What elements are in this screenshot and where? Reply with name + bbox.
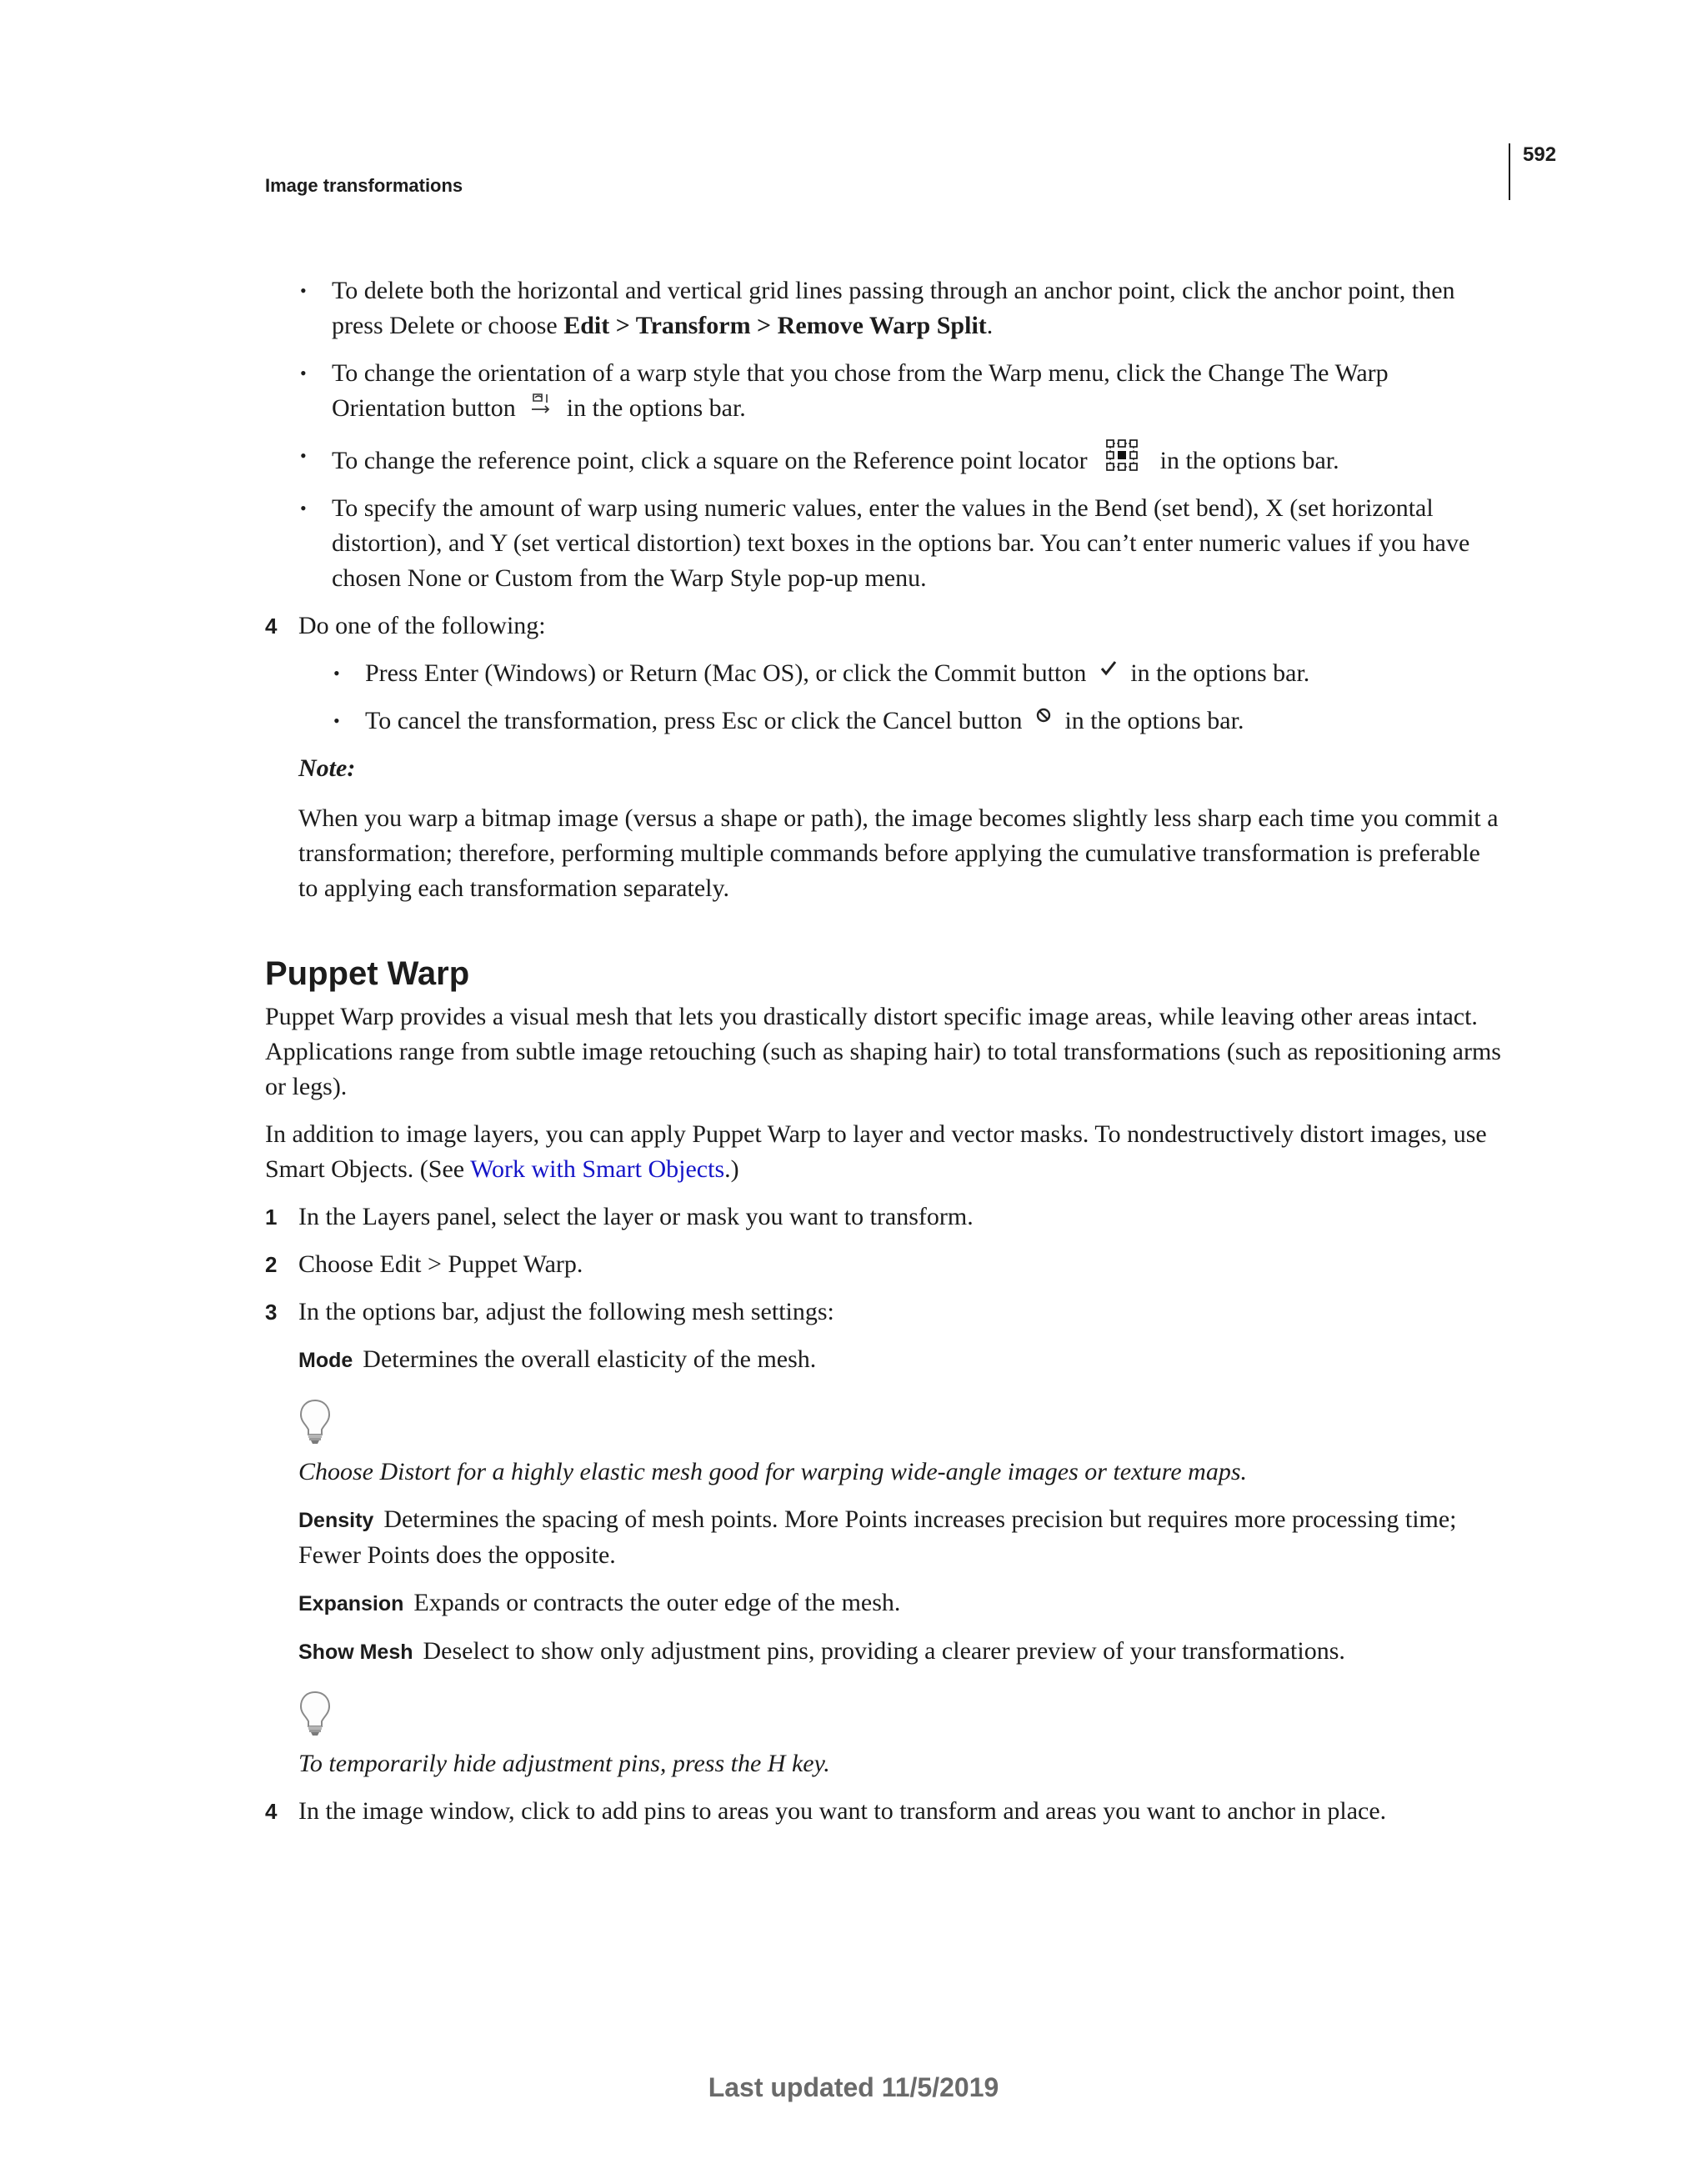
definition-term: Mode (298, 1349, 353, 1372)
section-heading: Puppet Warp (265, 955, 470, 992)
bullet-dot: • (300, 280, 307, 301)
step-number: 1 (265, 1205, 278, 1230)
bullet-dot: • (300, 363, 307, 383)
note-label: Note: (298, 754, 356, 782)
list-item: • To specify the amount of warp using numeric values, enter the values in the Bend (set bend), X (set horizontal distortion), and Y (set vertical distortion) text boxes in the options bar. You can’t enter numeric values if you have chosen None or Custom from the Warp Style pop-up menu. (265, 491, 1503, 596)
show-mesh-definition: Show Mesh Deselect to show only adjustment pins, providing a clearer preview of your transformations. (298, 1637, 1345, 1665)
bullet-dot: • (300, 498, 307, 518)
footer-last-updated: Last updated 11/5/2019 (708, 2072, 999, 2102)
running-header: Image transformations (265, 175, 463, 196)
tip-lightbulb (298, 1690, 1503, 1738)
step-item: 3 In the options bar, adjust the following mesh settings: (265, 1295, 1503, 1330)
cancel-icon (1035, 707, 1052, 724)
menu-path: Edit > Transform > Remove Warp Split (563, 312, 987, 339)
reference-point-locator-icon (1105, 438, 1139, 472)
list-item: • To cancel the transformation, press Esc or click the Cancel button in the options bar. (298, 704, 1503, 739)
step-number: 2 (265, 1252, 278, 1277)
work-with-smart-objects-link[interactable]: Work with Smart Objects (470, 1155, 725, 1183)
page-number-divider (1509, 143, 1510, 200)
step-item: 1 In the Layers panel, select the layer or mask you want to transform. (265, 1200, 1503, 1235)
bullet-dot: • (300, 445, 307, 466)
step-number: 4 (265, 614, 278, 639)
list-item: • Press Enter (Windows) or Return (Mac OS), or click the Commit button in the options bar. (298, 656, 1503, 691)
bullet-dot: • (333, 710, 340, 731)
list-item: • To change the reference point, click a square on the Reference point locator in the options bar. (265, 438, 1503, 478)
list-item: • To delete both the horizontal and vertical grid lines passing through an anchor point, click the anchor point, then press Delete or choose Edit > Transform > Remove Warp Split. (265, 273, 1503, 343)
tip-lightbulb (298, 1398, 1503, 1446)
step-number: 4 (265, 1799, 278, 1824)
page-content (265, 273, 1503, 1841)
change-warp-orientation-icon (528, 391, 553, 416)
note-text: When you warp a bitmap image (versus a shape or path), the image becomes slightly less sharp each time you commit a transformation; therefore, performing multiple commands before applying the cumulative transformation is preferable to applying each transformation separately. (298, 804, 1499, 902)
mode-definition: Mode Determines the overall elasticity of the mesh. (298, 1345, 817, 1373)
definition-term: Show Mesh (298, 1641, 413, 1664)
expansion-definition: Expansion Expands or contracts the outer edge of the mesh. (298, 1589, 901, 1616)
step-number: 3 (265, 1300, 278, 1325)
step-item: 4 In the image window, click to add pins to areas you want to transform and areas you want to anchor in place. (265, 1794, 1503, 1829)
tip-text: To temporarily hide adjustment pins, press the H key. (298, 1750, 830, 1777)
tip-text: Choose Distort for a highly elastic mesh good for warping wide-angle images or texture maps. (298, 1458, 1247, 1485)
smart-objects-paragraph: In addition to image layers, you can apply Puppet Warp to layer and vector masks. To nondestructively distort images, use Smart Objects. (See Work with Smart Objects.) (265, 1120, 1487, 1183)
commit-checkmark-icon (1099, 659, 1118, 678)
intro-paragraph: Puppet Warp provides a visual mesh that lets you drastically distort specific image areas, while leaving other areas intact. Applications range from subtle image retouching (such as shaping hair) to total transformations (such as repositioning arms or legs). (265, 1003, 1501, 1100)
step-item: 2 Choose Edit > Puppet Warp. (265, 1247, 1503, 1282)
step-item: 4 Do one of the following: (265, 609, 1503, 644)
definition-term: Expansion (298, 1592, 404, 1615)
bullet-dot: • (333, 663, 340, 684)
definition-term: Density (298, 1509, 374, 1532)
list-item: • To change the orientation of a warp style that you chose from the Warp menu, click the Change The Warp Orientation button in the options bar. (265, 356, 1503, 426)
lightbulb-icon (298, 1690, 332, 1738)
page-number: 592 (1523, 143, 1557, 166)
density-definition: Density Determines the spacing of mesh points. More Points increases precision but requires more processing time; Fewer Points does the opposite. (298, 1505, 1457, 1569)
lightbulb-icon (298, 1398, 332, 1446)
step-sub-list (265, 656, 1503, 739)
